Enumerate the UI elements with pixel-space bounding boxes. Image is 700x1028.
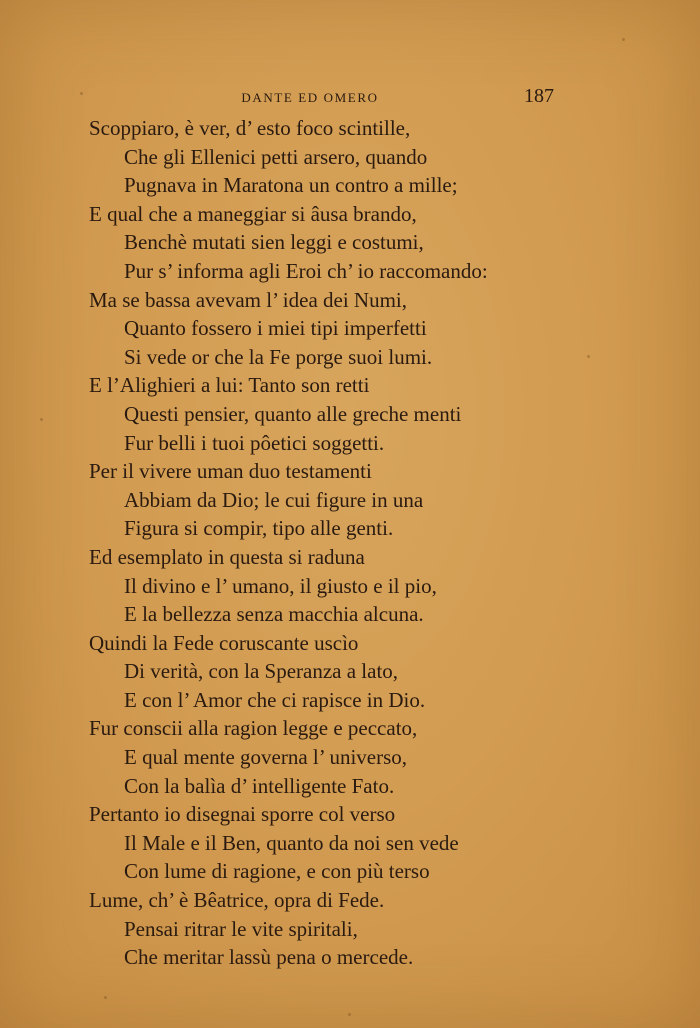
verse-line: Che meritar lassù pena o mercede. — [124, 945, 414, 970]
paper-speck — [40, 418, 43, 421]
verse-line: Pensai ritrar le vite spiritali, — [124, 916, 358, 941]
verse-line: E con l’ Amor che ci rapisce in Dio. — [124, 687, 426, 712]
verse-line: Con lume di ragione, e con più terso — [124, 859, 430, 884]
verse-line: Quindi la Fede coruscante uscìo — [89, 630, 359, 655]
verse-line: E l’Alighieri a lui: Tanto son retti — [89, 373, 370, 398]
verse-line: Di verità, con la Speranza a lato, — [124, 659, 399, 684]
paper-speck — [587, 355, 590, 358]
verse-line: Il Male e il Ben, quanto da noi sen vede — [124, 830, 459, 855]
verse-line: Fur belli i tuoi pôetici soggetti. — [124, 430, 385, 455]
verse-line: E qual che a maneggiar si âusa brando, — [89, 201, 417, 226]
tercet — [89, 371, 609, 457]
verse-line: Si vede or che la Fe porge suoi lumi. — [124, 344, 433, 369]
tercet — [89, 714, 609, 800]
tercet — [89, 200, 609, 286]
verse-line: Lume, ch’ è Bêatrice, opra di Fede. — [89, 888, 385, 913]
verse-line: Pugnava in Maratona un contro a mille; — [124, 173, 458, 198]
paper-speck — [348, 1013, 351, 1016]
verse-line: Ma se bassa avevam l’ idea dei Numi, — [89, 287, 408, 312]
verse-line: Fur conscii alla ragion legge e peccato, — [89, 716, 418, 741]
verse-line: Quanto fossero i miei tipi imperfetti — [124, 316, 427, 341]
paper-speck — [622, 38, 625, 41]
verse-line: Per il vivere uman duo testamenti — [89, 459, 372, 484]
tercet — [89, 886, 609, 972]
verse-line: Scoppiaro, è ver, d’ esto foco scintille, — [89, 116, 411, 140]
verse-line: Pertanto io disegnai sporre col verso — [89, 802, 396, 827]
verse-line: Benchè mutati sien leggi e costumi, — [124, 230, 424, 255]
verse-line: Questi pensier, quanto alle greche menti — [124, 401, 462, 426]
paper-speck — [104, 996, 107, 999]
verse-line: E la bellezza senza macchia alcuna. — [124, 602, 424, 627]
verse-line: Ed esemplato in questa si raduna — [89, 544, 365, 569]
verse-line: E qual mente governa l’ universo, — [124, 745, 408, 770]
verse-line: Figura si compir, tipo alle genti. — [124, 516, 394, 541]
tercet — [89, 543, 609, 629]
running-title: DANTE ED OMERO — [241, 90, 379, 105]
poem-body — [89, 114, 609, 972]
tercet — [89, 457, 609, 543]
tercet — [89, 800, 609, 886]
verse-line: Che gli Ellenici petti arsero, quando — [124, 144, 428, 169]
verse-line: Abbiam da Dio; le cui figure in una — [124, 487, 424, 512]
tercet — [89, 629, 609, 715]
verse-line: Con la balìa d’ intelligente Fato. — [124, 773, 395, 798]
tercet — [89, 114, 609, 200]
paper-speck — [80, 92, 83, 95]
page-number: 187 — [524, 85, 554, 107]
tercet — [89, 286, 609, 372]
verse-line: Il divino e l’ umano, il giusto e il pio, — [124, 573, 437, 598]
verse-line: Pur s’ informa agli Eroi ch’ io raccomando: — [124, 258, 488, 283]
